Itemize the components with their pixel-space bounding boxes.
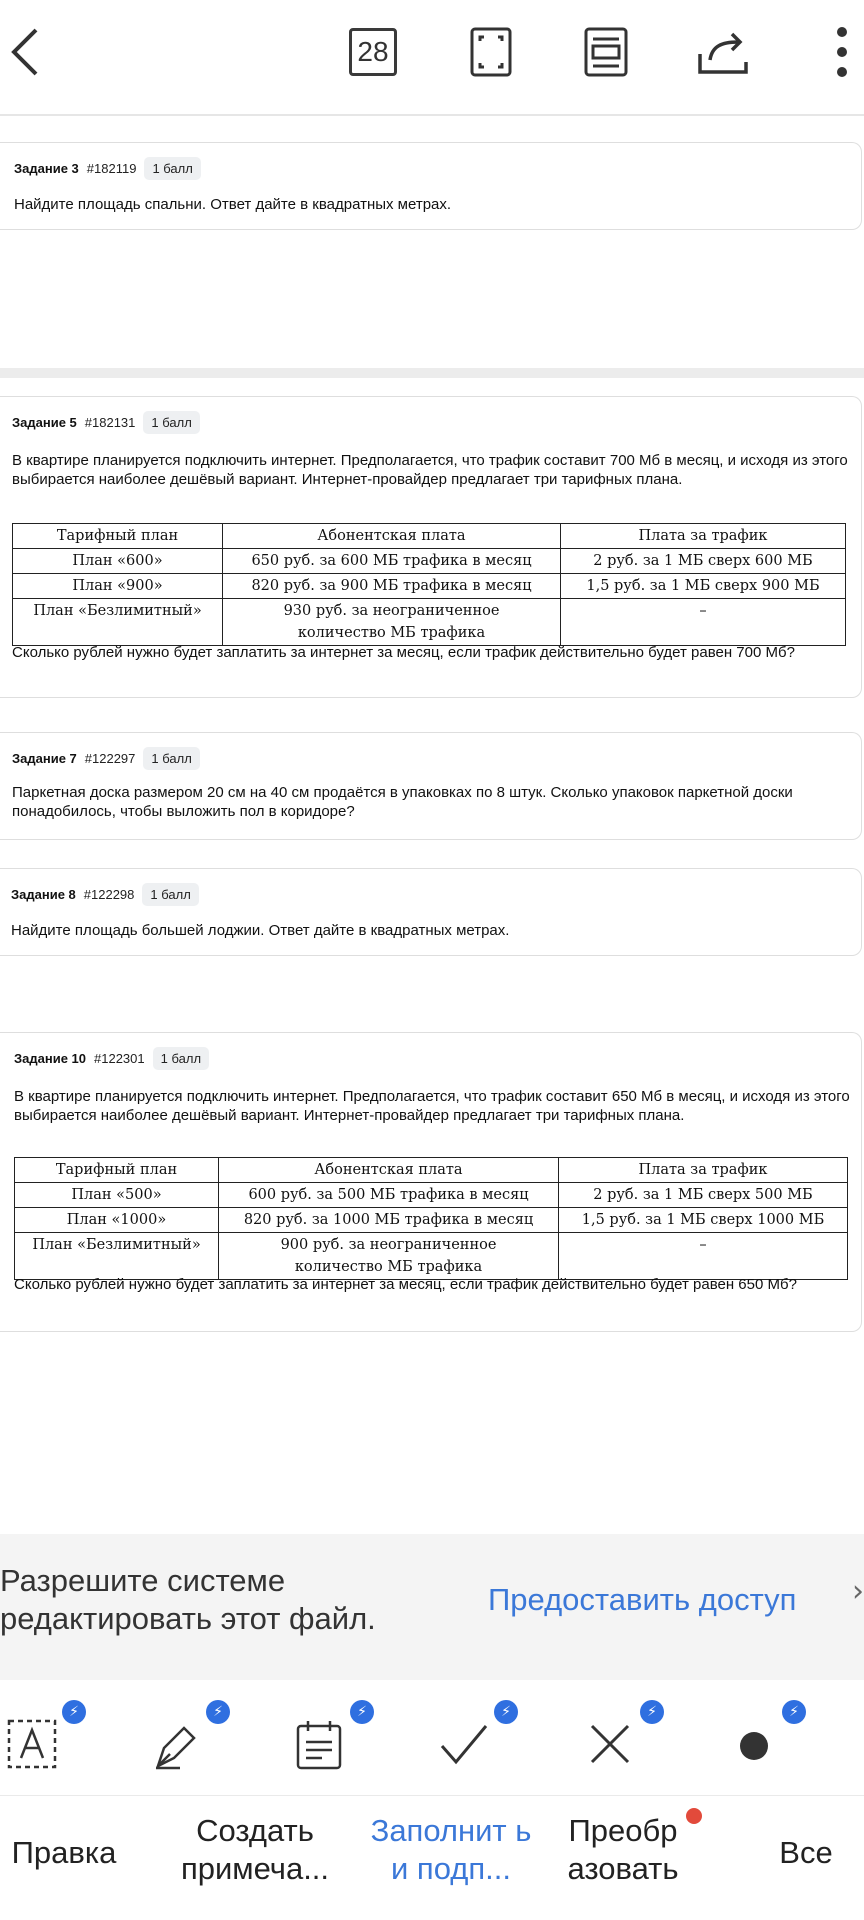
table-cell: План «500» [15,1183,219,1208]
pro-badge-icon: ⚡ [494,1700,518,1724]
document-view[interactable] [0,118,864,1534]
table-cell: 820 руб. за 1000 МБ трафика в месяц [219,1208,559,1233]
task-id[interactable]: #122298 [83,887,135,902]
task-id[interactable]: #122297 [84,751,136,766]
table-cell: 900 руб. за неограниченное количество МБ трафика [219,1233,559,1280]
task-card-10 [0,1032,862,1332]
page-separator [0,368,864,378]
table-row [13,549,846,574]
table-cell: План «1000» [15,1208,219,1233]
back-button[interactable] [0,22,50,82]
pro-badge-icon: ⚡ [206,1700,230,1724]
task-text: Паркетная доска размером 20 см на 40 см продаётся в упаковках по 8 штук. Сколько упаковок паркетной доски понадобилось, чтобы выложить пол в коридоре? [12,784,793,820]
table-header: Тарифный план [15,1158,219,1183]
pro-badge-icon: ⚡ [62,1700,86,1724]
reading-mode-icon [583,26,629,78]
task-title: Задание 7 [12,751,77,766]
task-text: Найдите площадь спальни. Ответ дайте в квадратных метрах. [14,196,452,213]
task-title: Задание 3 [14,161,79,176]
more-icon [835,26,849,78]
table-header: Абонентская плата [219,1158,559,1183]
share-icon [696,28,752,78]
task-title: Задание 5 [12,415,77,430]
notification-dot [686,1808,702,1824]
banner-chevron-icon[interactable]: › [852,1574,864,1609]
tab-all[interactable]: Все [779,1835,833,1870]
reading-mode-button[interactable] [580,24,632,80]
task-card-8 [0,868,862,956]
more-button[interactable] [828,22,856,82]
tab-annotate[interactable]: Создать примеча... [180,1813,330,1886]
task-title: Задание 10 [14,1051,87,1066]
points-badge: 1 балл [142,883,198,906]
table-header: Плата за трафик [561,524,846,549]
table-cell: План «600» [13,549,223,574]
back-icon [8,24,42,80]
task-card-7 [0,732,862,840]
table-cell: 2 руб. за 1 МБ сверх 500 МБ [559,1183,848,1208]
task-id[interactable]: #182131 [84,415,136,430]
cross-tool[interactable] [584,1700,664,1780]
permission-banner [0,1534,864,1680]
table-cell: 1,5 руб. за 1 МБ сверх 1000 МБ [559,1208,848,1233]
table-cell: – [559,1233,848,1280]
table-header-row [13,524,846,549]
task-title: Задание 8 [11,887,76,902]
table-header: Абонентская плата [223,524,561,549]
pro-badge-icon: ⚡ [782,1700,806,1724]
cross-icon [584,1718,636,1770]
table-row [13,599,846,646]
pen-icon [150,1718,204,1772]
table-header: Тарифный план [13,524,223,549]
table-cell: 930 руб. за неограниченное количество МБ трафика [223,599,561,646]
tab-fill-and-sign[interactable]: Заполнит ь и подп... [370,1813,532,1886]
task-card-3 [0,142,862,230]
table-header: Плата за трафик [559,1158,848,1183]
table-cell: 600 руб. за 500 МБ трафика в месяц [219,1183,559,1208]
table-cell: – [561,599,846,646]
tab-convert[interactable]: Преобр азовать [567,1813,679,1886]
check-tool[interactable] [438,1700,518,1780]
points-badge: 1 балл [143,747,199,770]
fit-screen-icon [469,26,513,78]
table-row [15,1233,848,1280]
pro-badge-icon: ⚡ [350,1700,374,1724]
task-id[interactable]: #182119 [86,161,137,176]
table-row [15,1183,848,1208]
task-question: Сколько рублей нужно будет заплатить за интернет за месяц, если трафик действительно будет равен 650 Мб? [14,1276,797,1293]
task-intro: В квартире планируется подключить интернет. Предполагается, что трафик составит 700 Мб в месяц, и исходя из этого выбирается наиболее дешёвый вариант. Интернет-провайдер предлагает три тарифных плана. [12,452,848,488]
pen-tool[interactable] [150,1700,230,1780]
table-cell: 650 руб. за 600 МБ трафика в месяц [223,549,561,574]
pro-badge-icon: ⚡ [640,1700,664,1724]
table-header-row [15,1158,848,1183]
table-cell: План «900» [13,574,223,599]
tariff-table [12,523,846,646]
table-row [15,1208,848,1233]
permission-message: Разрешите системе редактировать этот файл. [0,1563,376,1636]
table-cell: 820 руб. за 900 МБ трафика в месяц [223,574,561,599]
page-count: 28 [349,28,397,76]
share-button[interactable] [694,26,754,80]
task-question: Сколько рублей нужно будет заплатить за интернет за месяц, если трафик действительно будет равен 700 Мб? [12,644,795,661]
bottom-tabs [0,1796,864,1920]
page-count-button[interactable] [346,25,400,79]
text-box-tool[interactable] [6,1700,86,1780]
top-toolbar [0,0,864,116]
tab-edit[interactable]: Правка [11,1835,117,1870]
date-icon [294,1718,344,1772]
dot-icon [736,1718,788,1770]
points-badge: 1 балл [144,157,200,180]
date-tool[interactable] [294,1700,374,1780]
annotation-tools [0,1680,864,1796]
table-cell: План «Безлимитный» [13,599,223,646]
dot-tool[interactable] [736,1700,816,1780]
table-cell: План «Безлимитный» [15,1233,219,1280]
table-cell: 2 руб. за 1 МБ сверх 600 МБ [561,549,846,574]
points-badge: 1 балл [143,411,199,434]
tariff-table [14,1157,848,1280]
text-box-icon [6,1718,58,1770]
check-icon [438,1718,490,1770]
fit-screen-button[interactable] [466,24,516,80]
table-row [13,574,846,599]
points-badge: 1 балл [153,1047,209,1070]
task-id[interactable]: #122301 [94,1051,145,1066]
task-intro: В квартире планируется подключить интернет. Предполагается, что трафик составит 650 Мб в месяц, и исходя из этого выбирается наиболее дешёвый вариант. Интернет-провайдер предлагает три тарифных плана. [14,1088,850,1124]
task-text: Найдите площадь большей лоджии. Ответ дайте в квадратных метрах. [11,922,510,939]
grant-access-button[interactable]: Предоставить доступ [488,1582,797,1617]
task-card-5 [0,396,862,698]
table-cell: 1,5 руб. за 1 МБ сверх 900 МБ [561,574,846,599]
